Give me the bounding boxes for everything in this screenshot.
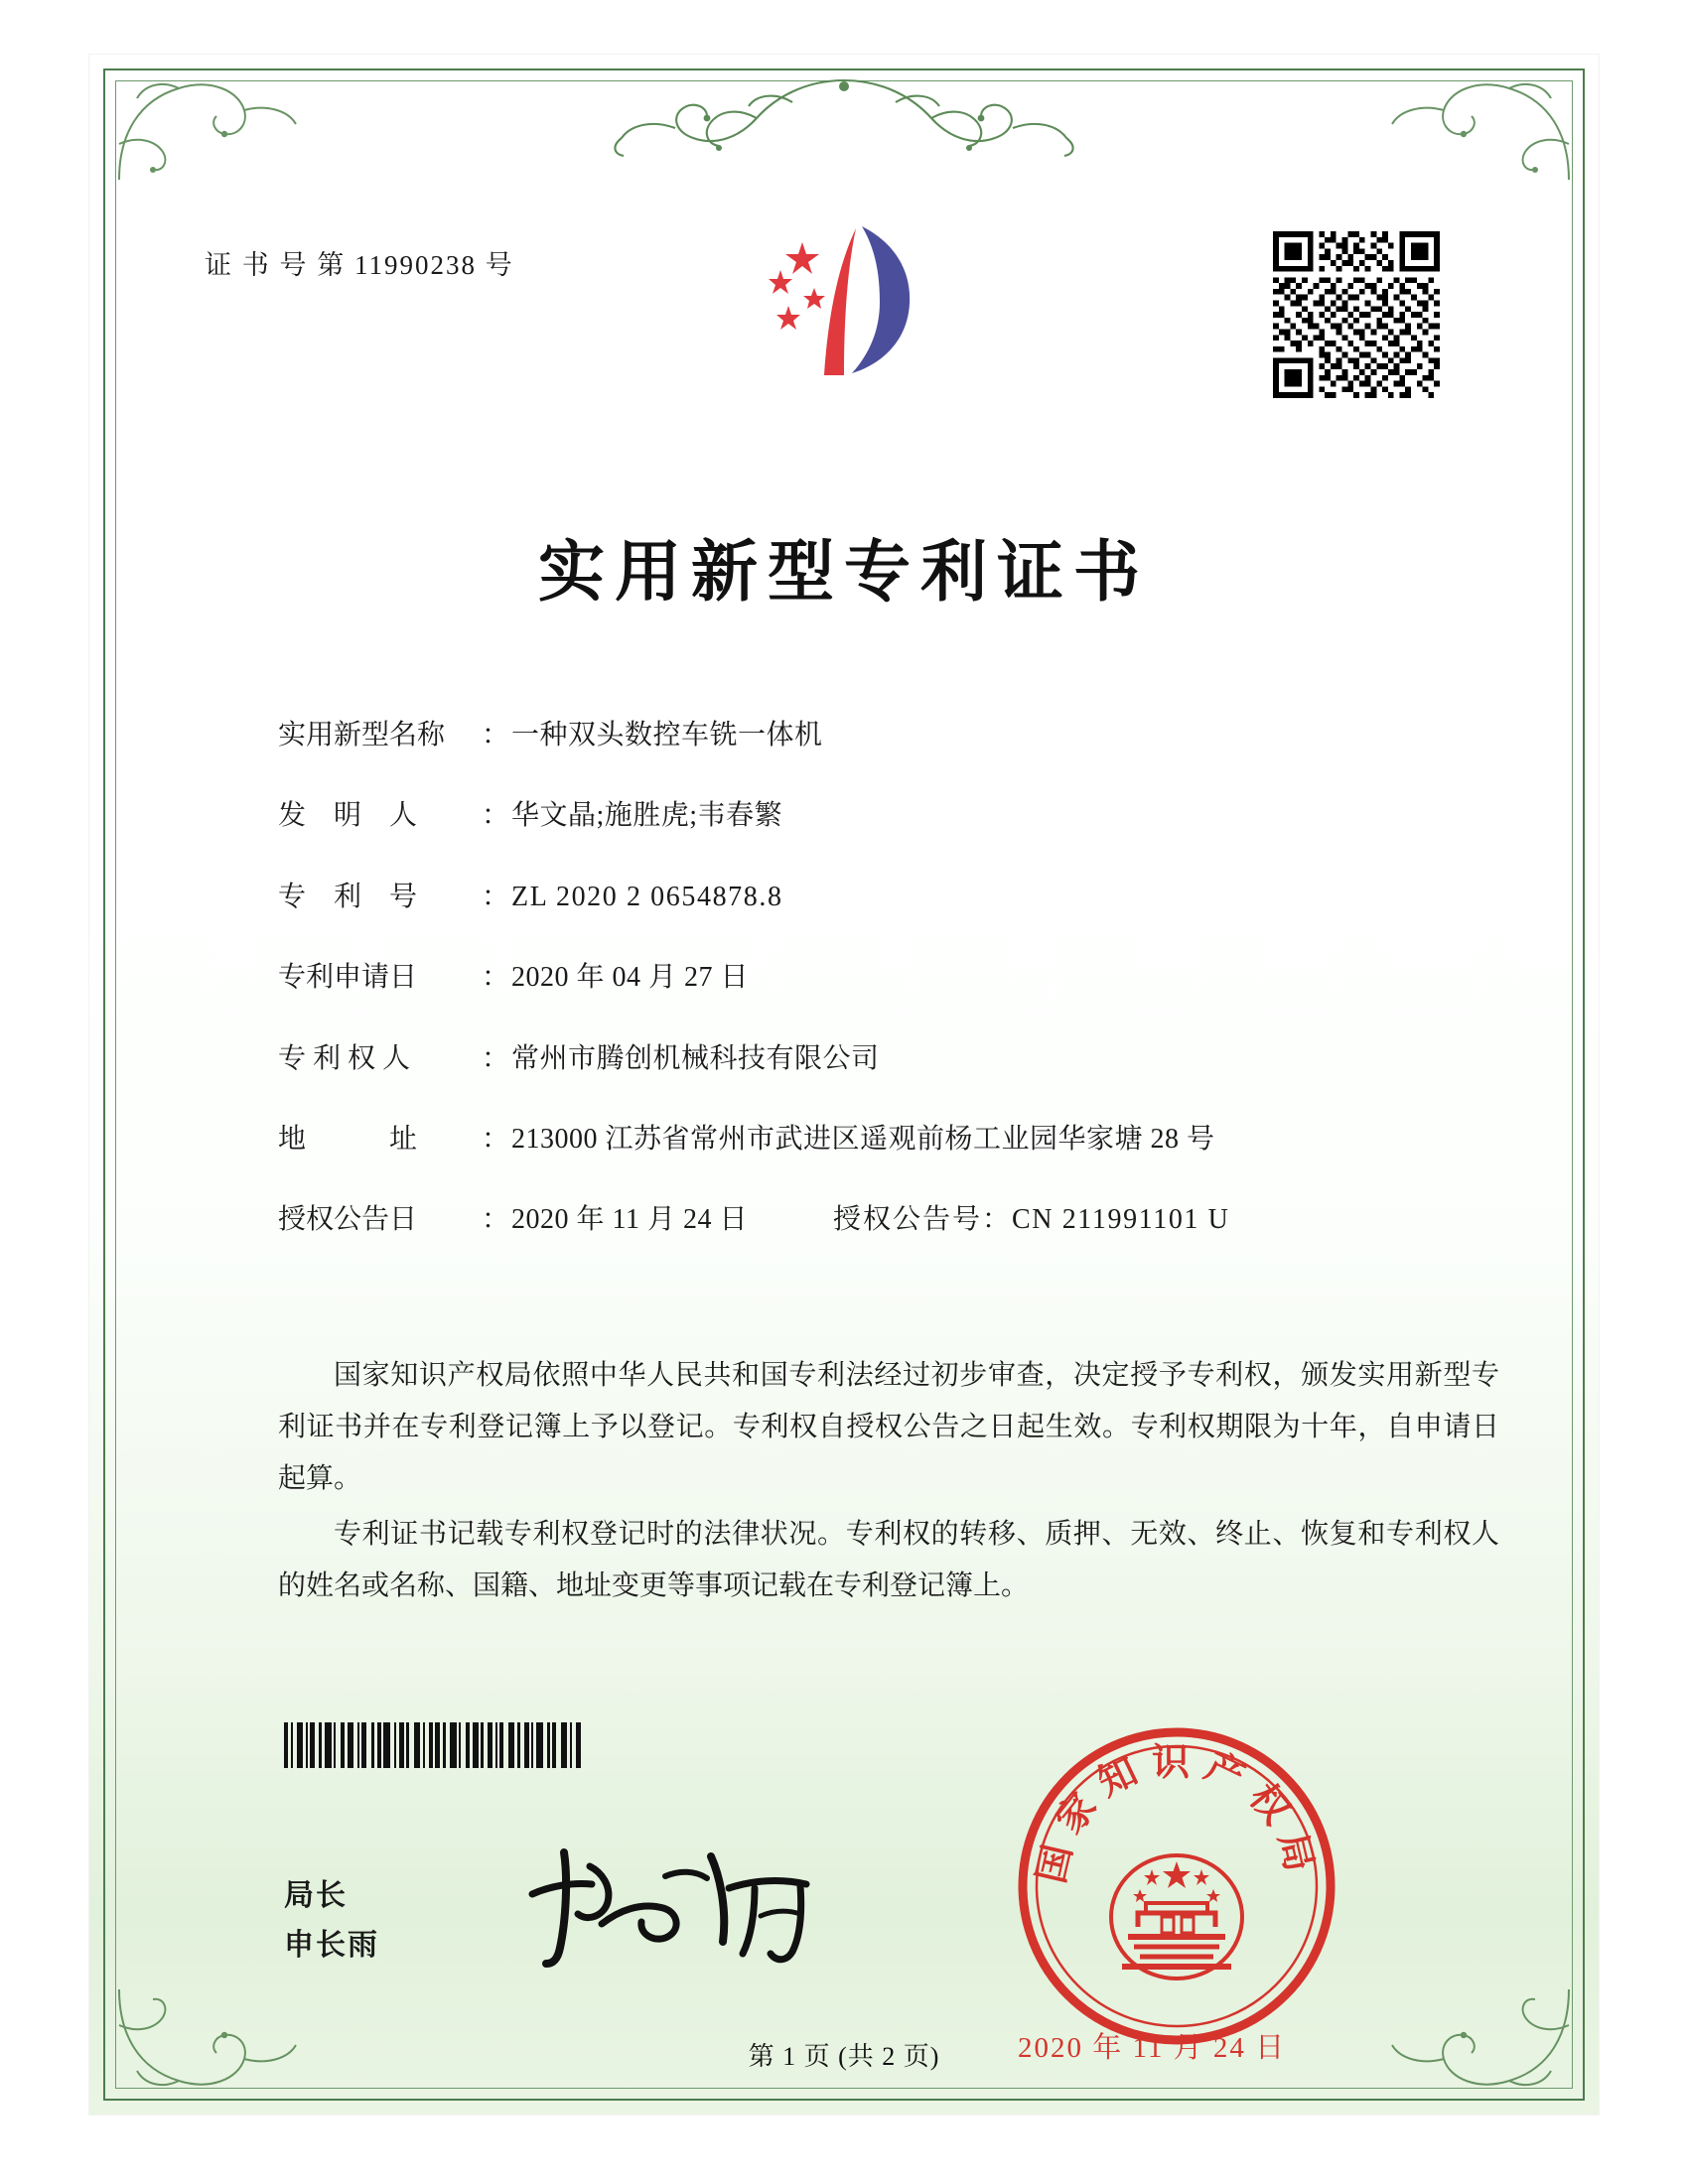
field-colon: ： [482, 881, 510, 912]
field-label: 专 利 号 [278, 881, 418, 912]
field-colon: ： [482, 962, 510, 994]
field-value-patentee: 常州市腾创机械科技有限公司 [511, 1042, 880, 1074]
field-row-address [278, 1122, 1489, 1158]
field-colon: ： [482, 1204, 510, 1236]
official-seal [1013, 1722, 1340, 2050]
field-value-inventors: 华文晶;施胜虎;韦春繁 [511, 800, 783, 832]
patent-office-logo-icon [745, 218, 963, 392]
certificate-sheet [89, 55, 1599, 2115]
paragraph-1: 国家知识产权局依照中华人民共和国专利法经过初步审查，决定授予专利权，颁发实用新型专利证书并在专利登记簿上予以登记。专利权自授权公告之日起生效。专利权期限为十年，自申请日起算。 [278, 1360, 1499, 1494]
barcode [284, 1722, 691, 1768]
field-label-grant-number: 授权公告号 [832, 1204, 982, 1236]
field-colon: ： [982, 1204, 1011, 1236]
field-row-utility-model-name [278, 718, 1489, 753]
field-label: 发 明 人 [278, 800, 418, 832]
field-row-patent-number [278, 880, 1489, 915]
field-colon: ： [482, 720, 510, 751]
director-name-label: 申长雨 [284, 1929, 379, 1962]
field-row-application-date [278, 960, 1489, 996]
handwritten-signature-icon [516, 1837, 844, 1976]
field-value-patent-number: ZL 2020 2 0654878.8 [511, 881, 783, 912]
director-block [284, 1871, 379, 1971]
svg-text:国家知识产权局: 国家知识产权局 [1031, 1742, 1323, 1887]
paragraph-2: 专利证书记载专利权登记时的法律状况。专利权的转移、质押、无效、终止、恢复和专利权人的姓名或名称、国籍、地址变更等事项记载在专利登记簿上。 [278, 1519, 1499, 1601]
field-list [278, 718, 1489, 1284]
field-label: 授权公告日 [278, 1204, 418, 1236]
certificate-number: 证 书 号 第 11990238 号 [205, 250, 514, 280]
field-row-inventors [278, 798, 1489, 834]
seal-date: 2020 年 11 月 24 日 [1018, 2032, 1287, 2064]
field-label: 专利申请日 [278, 962, 418, 994]
field-colon: ： [482, 1123, 510, 1155]
field-label: 地 址 [278, 1123, 418, 1155]
field-colon: ： [482, 1042, 510, 1074]
director-role-label: 局长 [284, 1879, 348, 1912]
field-label: 实用新型名称 [278, 720, 446, 751]
body-text [278, 1350, 1499, 1616]
field-label: 专 利 权 人 [278, 1042, 411, 1074]
page-footer: 第 1 页 (共 2 页) [748, 2042, 940, 2071]
field-colon: ： [482, 800, 510, 832]
field-value-application-date: 2020 年 04 月 27 日 [511, 962, 750, 994]
field-value-address: 213000 江苏省常州市武进区遥观前杨工业园华家塘 28 号 [511, 1123, 1215, 1155]
field-value-utility-model-name: 一种双头数控车铣一体机 [511, 720, 823, 751]
qr-code-icon [1273, 231, 1440, 398]
field-value-grant-date: 2020 年 11 月 24 日 [511, 1204, 748, 1236]
field-value-grant-number: CN 211991101 U [1012, 1204, 1230, 1236]
field-row-patentee [278, 1041, 1489, 1077]
page-title: 实用新型专利证书 [538, 536, 1150, 610]
field-row-grant-announcement [278, 1202, 1489, 1238]
